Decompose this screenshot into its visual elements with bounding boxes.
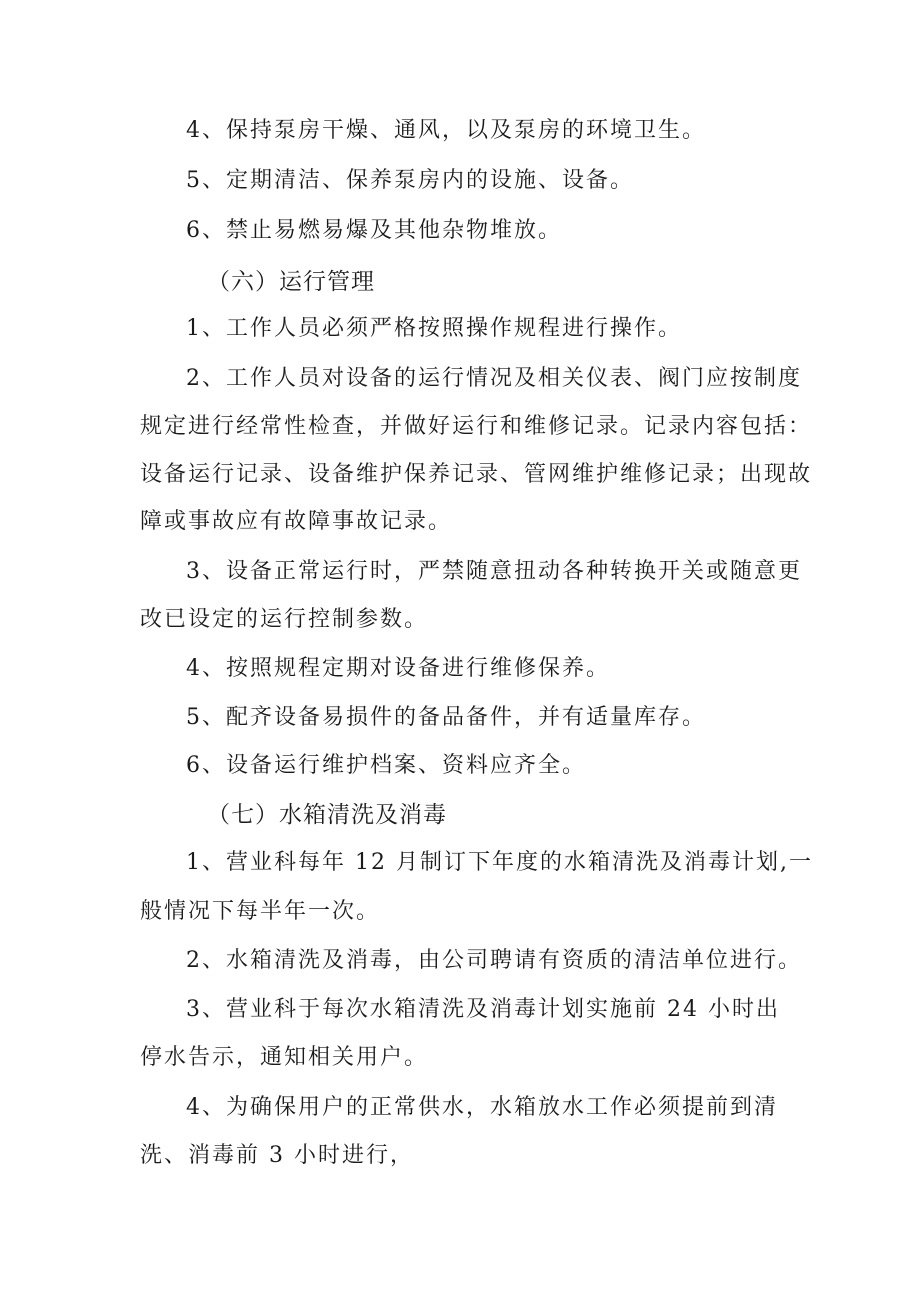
- section-heading-operation: （六）运行管理: [207, 269, 375, 295]
- paragraph-line: 般情况下每半年一次。: [140, 899, 381, 924]
- list-item-4-operation: 4、按照规程定期对设备进行维修保养。: [186, 656, 610, 681]
- list-item-4-tank: 4、为确保用户的正常供水，水箱放水工作必须提前到清: [186, 1095, 778, 1120]
- list-item-5-operation: 5、配齐设备易损件的备品备件，并有适量库存。: [186, 705, 706, 730]
- list-item-3-tank: 3、营业科于每次水箱清洗及消毒计划实施前 24 小时出: [186, 997, 780, 1022]
- paragraph-line: 停水告示，通知相关用户。: [140, 1045, 429, 1070]
- paragraph-line: 洗、消毒前 3 小时进行，: [140, 1143, 414, 1168]
- paragraph-line: 设备运行记录、设备维护保养记录、管网维护维修记录；出现故: [140, 462, 813, 487]
- list-item-3-operation: 3、设备正常运行时，严禁随意扭动各种转换开关或随意更: [186, 559, 802, 584]
- list-item-4-pump-room: 4、保持泵房干燥、通风，以及泵房的环境卫生。: [186, 118, 706, 143]
- list-item-1-tank: 1、营业科每年 12 月制订下年度的水箱清洗及消毒计划,一: [186, 850, 813, 875]
- list-item-2-tank: 2、水箱清洗及消毒，由公司聘请有资质的清洁单位进行。: [186, 948, 802, 973]
- list-item-6-pump-room: 6、禁止易燃易爆及其他杂物堆放。: [186, 218, 562, 243]
- list-item-2-operation: 2、工作人员对设备的运行情况及相关仪表、阀门应按制度: [186, 366, 802, 391]
- list-item-1-operation: 1、工作人员必须严格按照操作规程进行操作。: [186, 316, 682, 341]
- paragraph-line: 规定进行经常性检查，并做好运行和维修记录。记录内容包括：: [140, 414, 813, 439]
- list-item-6-operation: 6、设备运行维护档案、资料应齐全。: [186, 753, 586, 778]
- paragraph-line: 改已设定的运行控制参数。: [140, 607, 429, 632]
- list-item-5-pump-room: 5、定期清洁、保养泵房内的设施、设备。: [186, 168, 634, 193]
- paragraph-line: 障或事故应有故障事故记录。: [140, 509, 453, 534]
- section-heading-tank-cleaning: （七）水箱清洗及消毒: [207, 802, 447, 828]
